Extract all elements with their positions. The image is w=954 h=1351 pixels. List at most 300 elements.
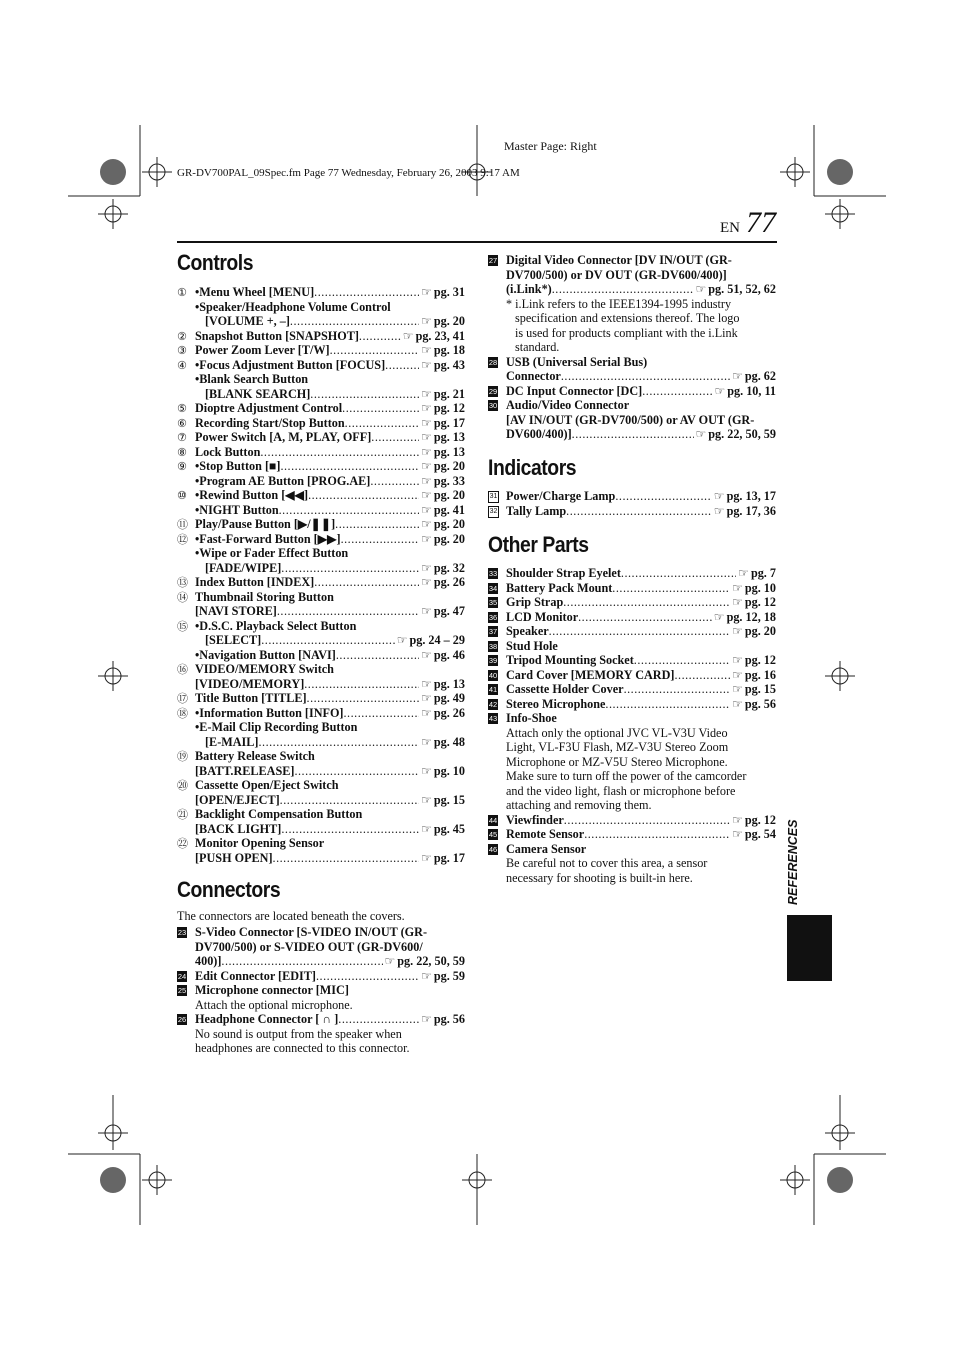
page-reference [419,735,465,750]
page-ref-text: pg. 41 [433,502,465,517]
page-ref-text: pg. 23, 41 [415,328,465,343]
page-ref-text: pg. 26 [433,705,465,720]
page-ref-text: pg. 46 [433,647,465,662]
page-ref-text: pg. 33 [433,473,465,488]
pointing-hand-icon: ☞ [421,575,432,589]
item-number: 26 [177,1015,187,1024]
page-reference [419,822,465,837]
page-ref-text: pg. 17, 36 [726,503,776,518]
item-label: •D.S.C. Playback Select Button [195,618,357,633]
list-item [177,836,465,851]
list-item [488,842,776,857]
item-number: 34 [488,583,498,593]
page-reference [419,343,465,358]
list-item [177,343,465,358]
leader-dots [564,813,730,828]
page-ref-text: pg. 15 [433,792,465,807]
page-ref-text: pg. 7 [750,566,776,580]
page-ref-text: pg. 56 [433,1012,465,1026]
list-item [488,384,776,399]
page-reference [730,369,776,384]
item-label: Info-Shoe [506,711,557,725]
file-info-label: GR-DV700PAL_09Spec.fm Page 77 Wednesday, February 26, 2003 9:17 AM [177,167,520,179]
list-item [177,793,465,808]
list-item [488,697,776,712]
list-item [488,827,776,842]
pointing-hand-icon: ☞ [732,580,743,595]
list-item [488,871,776,886]
connectors-list [177,925,465,1056]
item-number: 29 [488,386,498,396]
list-item [488,413,776,428]
list-item [488,610,776,625]
page-ref-text: pg. 49 [433,691,465,705]
list-item [177,416,465,431]
item-number: ⑫ [177,532,188,546]
page-reference [419,488,465,503]
item-label: [FADE/WIPE] [205,560,282,575]
item-number: 35 [488,598,498,607]
list-item [177,459,465,474]
page-ref-text: pg. 31 [433,285,465,299]
pointing-hand-icon: ☞ [421,705,432,720]
list-item [177,969,465,984]
list-item [488,566,776,581]
item-number: 44 [488,815,498,825]
pointing-hand-icon: ☞ [421,473,432,488]
page-reference [419,503,465,518]
pointing-hand-icon: ☞ [714,383,726,398]
list-item [488,639,776,654]
page-reference [419,387,465,402]
pointing-hand-icon: ☞ [732,682,743,696]
pointing-hand-icon: ☞ [421,343,432,357]
leader-dots [281,561,419,576]
item-label: [BACK LIGHT] [195,821,282,836]
item-number: 38 [488,641,498,651]
page-reference [419,648,465,663]
page-ref-text: pg. 20 [433,459,465,473]
pointing-hand-icon: ☞ [384,954,396,968]
item-note: Make sure to turn off the power of the camcorder [506,769,747,783]
list-item [177,546,465,561]
item-label: •Information Button [INFO] [195,705,344,720]
leader-dots [294,764,419,779]
page-reference [730,624,776,639]
item-label: DV700/500) or S-VIDEO OUT (GR-DV600/ [195,939,423,954]
list-item [177,648,465,663]
leader-dots [612,581,730,596]
page-reference [730,813,776,828]
page-ref-text: pg. 26 [433,575,465,589]
leader-dots [371,430,419,445]
item-label: Digital Video Connector [DV IN/OUT (GR- [506,253,732,267]
list-item [488,726,776,741]
item-label: VIDEO/MEMORY Switch [195,662,334,676]
leader-dots [261,633,394,648]
page-ref-text: pg. 54 [744,827,776,841]
item-label: [E-MAIL] [205,734,259,749]
connectors-list-continued [488,253,776,442]
list-item [177,764,465,779]
item-label: [VIDEO/MEMORY] [195,676,305,691]
item-label: Viewfinder [506,812,564,827]
list-item [488,297,776,312]
page-ref-text: pg. 22, 50, 59 [708,427,776,441]
item-number: 31 [488,491,499,503]
item-number: 37 [488,627,498,636]
list-item [177,633,465,648]
item-label: Index Button [INDEX] [195,575,315,589]
item-note: Light, VL-F3U Flash, MZ-V3U Stereo Zoom [506,740,729,754]
list-item [488,253,776,268]
item-number: ⑨ [177,460,187,473]
page-reference [730,682,776,697]
page-reference [694,282,776,297]
pointing-hand-icon: ☞ [732,595,743,609]
item-note: Attach the optional microphone. [195,997,353,1012]
item-number: ⑤ [177,402,187,415]
page-reference [419,401,465,416]
item-label: USB (Universal Serial Bus) [506,354,648,369]
item-label: [VOLUME +, –] [205,314,290,328]
item-number: ⑬ [177,576,188,589]
item-number: 23 [177,928,187,937]
leader-dots [642,384,712,399]
item-label: Power Zoom Lever [T/W] [195,343,330,357]
page-reference [419,575,465,590]
item-label: [BATT.RELEASE] [195,763,295,778]
item-number: ① [177,286,187,299]
leader-dots [549,624,730,639]
page-ref-text: pg. 32 [433,560,465,575]
page-reference [730,581,776,596]
page-reference [419,445,465,460]
page-reference [694,427,776,442]
pointing-hand-icon: ☞ [402,328,414,343]
list-item [488,668,776,683]
list-item [488,769,776,784]
list-item [177,983,465,998]
pointing-hand-icon: ☞ [713,609,725,624]
item-label: Dioptre Adjustment Control [195,401,343,415]
leader-dots [280,459,419,474]
leader-dots [273,851,420,866]
page-ref-text: pg. 10 [744,580,776,595]
item-number: ⑳ [177,779,188,792]
item-label: [OPEN/EJECT] [195,792,280,807]
item-number: ⑲ [177,750,188,763]
page-reference [712,489,776,504]
page-reference [419,459,465,474]
page-reference [395,633,465,648]
list-item [177,1041,465,1056]
item-label: DV600/400)] [506,427,572,441]
item-number: 36 [488,612,498,622]
item-note: and the video light, flash or microphone before [506,783,736,798]
item-number: ㉒ [177,837,188,850]
list-item [177,387,465,402]
list-item [488,326,776,341]
item-note: specification and extensions thereof. The logo [515,311,740,325]
list-item [177,285,465,300]
page-reference [419,517,465,532]
page-ref-text: pg. 22, 50, 59 [397,954,465,968]
list-item [488,268,776,283]
list-item [488,813,776,828]
item-label: •Program AE Button [PROG.AE] [195,473,371,488]
list-item [488,784,776,799]
page-reference [383,954,465,969]
page-reference [419,532,465,547]
leader-dots [342,401,419,416]
list-item [177,430,465,445]
page-reference [419,851,465,866]
pointing-hand-icon: ☞ [421,357,432,372]
list-item [177,604,465,619]
item-number: ⑪ [177,518,188,531]
item-label: S-Video Connector [S-VIDEO IN/OUT (GR- [195,925,428,939]
page-reference [419,793,465,808]
page-ref-text: pg. 24 – 29 [409,633,465,647]
item-number: ⑭ [177,590,188,604]
item-note: No sound is output from the speaker when [195,1026,402,1041]
item-label: Thumbnail Storing Button [195,589,334,604]
page-ref-text: pg. 16 [744,667,776,682]
list-item [488,755,776,770]
leader-dots [561,369,730,384]
indicators-list [488,489,776,518]
pointing-hand-icon: ☞ [421,604,432,618]
list-item [177,735,465,750]
list-item [177,998,465,1013]
list-item [488,711,776,726]
page-ref-text: pg. 20 [433,314,465,328]
pointing-hand-icon: ☞ [421,792,432,807]
item-number: 27 [488,256,498,265]
item-note: Microphone or MZ-V5U Stereo Microphone. [506,754,728,769]
controls-heading: Controls [177,250,254,275]
list-item [488,624,776,639]
item-label: [BLANK SEARCH] [205,386,311,401]
item-label: Connector [506,369,561,383]
leader-dots [344,706,420,721]
item-number: 46 [488,844,498,854]
page-reference [419,969,465,984]
pointing-hand-icon: ☞ [732,827,743,841]
list-item [488,489,776,504]
page-reference [730,827,776,842]
item-label: DV700/500) or DV OUT (GR-DV600/400)] [506,267,727,282]
connectors-intro: The connectors are located beneath the covers. [177,909,405,923]
list-item [177,662,465,677]
page-number: 77 [746,206,776,239]
item-number: 41 [488,685,498,694]
leader-dots [314,575,419,590]
page-ref-text: pg. 21 [433,386,465,401]
page-ref-text: pg. 48 [433,734,465,749]
pointing-hand-icon: ☞ [421,517,432,531]
list-item [177,358,465,373]
leader-dots [634,653,730,668]
leader-dots [316,969,419,984]
item-label: Camera Sensor [506,841,587,856]
page-ref-text: pg. 13 [433,444,465,459]
pointing-hand-icon: ☞ [732,696,743,711]
leader-dots [566,504,712,519]
other-parts-list [488,566,776,885]
pointing-hand-icon: ☞ [695,427,707,441]
pointing-hand-icon: ☞ [732,369,743,383]
item-label: Card Cover [MEMORY CARD] [506,667,675,682]
item-label: Power/Charge Lamp [506,489,616,503]
item-label: 400)] [195,954,222,968]
list-item [488,740,776,755]
page-ref-text: pg. 17 [433,415,465,430]
leader-dots [345,416,419,431]
item-label: Title Button [TITLE] [195,691,307,705]
item-number: ⑰ [177,692,188,705]
list-item [177,329,465,344]
list-item [177,300,465,315]
item-label: Stereo Microphone [506,696,606,711]
item-note: Be careful not to cover this area, a sensor [506,856,708,870]
page-ref-text: pg. 12 [744,812,776,827]
page-ref-text: pg. 56 [744,696,776,711]
item-label: [NAVI STORE] [195,604,277,618]
page-ref-text: pg. 45 [433,821,465,836]
page-reference [419,677,465,692]
item-label: DC Input Connector [DC] [506,383,643,398]
pointing-hand-icon: ☞ [732,812,743,827]
list-item [177,807,465,822]
page-reference [419,285,465,300]
page-reference [730,697,776,712]
page-reference [736,566,776,581]
leader-dots [578,610,712,625]
item-note: is used for products compliant with the i.Link [515,325,738,340]
page-ref-text: pg. 17 [433,850,465,865]
item-label: •Blank Search Button [195,372,309,386]
list-item [177,474,465,489]
item-label: •Focus Adjustment Button [FOCUS] [195,357,386,372]
leader-dots [279,503,419,518]
item-label: Monitor Opening Sensor [195,836,325,850]
leader-dots [330,343,419,358]
master-page-label: Master Page: Right [504,139,597,153]
pointing-hand-icon: ☞ [421,502,432,517]
pointing-hand-icon: ☞ [713,503,725,518]
leader-dots [281,822,419,837]
page-reference [712,504,776,519]
item-label: •NIGHT Button [195,502,279,517]
page-reference [419,358,465,373]
page-ref-text: pg. 43 [433,357,465,372]
language-label: EN [720,220,740,236]
leader-dots [221,954,382,969]
item-label: Power Switch [A, M, PLAY, OFF] [195,430,372,444]
pointing-hand-icon: ☞ [421,1012,432,1026]
pointing-hand-icon: ☞ [421,386,432,401]
pointing-hand-icon: ☞ [421,459,432,473]
indicators-heading: Indicators [488,455,577,480]
item-label: Cassette Open/Eject Switch [195,778,339,792]
item-label: •Menu Wheel [MENU] [195,285,315,299]
item-label: Headphone Connector [ ∩ ] [195,1012,339,1026]
list-item [177,778,465,793]
item-note: headphones are connected to this connector. [195,1041,410,1055]
item-label: Recording Start/Stop Button [195,415,345,430]
pointing-hand-icon: ☞ [421,691,432,705]
item-label: •Stop Button [■] [195,459,281,473]
list-item [177,822,465,837]
list-item [488,653,776,668]
pointing-hand-icon: ☞ [421,531,432,546]
leader-dots [572,427,694,442]
list-item [488,798,776,813]
item-number: ⑧ [177,445,187,459]
page-reference [730,653,776,668]
list-item [177,503,465,518]
item-label: Microphone connector [MIC] [195,983,349,997]
page-reference [401,329,465,344]
page-reference [419,561,465,576]
list-item [177,749,465,764]
leader-dots [335,517,419,532]
list-item [177,851,465,866]
page-ref-text: pg. 62 [744,369,776,383]
other-parts-heading: Other Parts [488,532,589,557]
leader-dots [308,488,419,503]
pointing-hand-icon: ☞ [421,676,432,691]
page-ref-text: pg. 12 [433,401,465,415]
references-tab [787,915,832,981]
item-label: LCD Monitor [506,609,579,624]
leader-dots [341,532,420,547]
page-reference [712,384,776,399]
pointing-hand-icon: ☞ [421,444,432,459]
item-number: ⑩ [177,489,187,502]
pointing-hand-icon: ☞ [421,401,432,415]
pointing-hand-icon: ☞ [421,415,432,430]
page-ref-text: pg. 10 [433,763,465,778]
leader-dots [359,329,401,344]
references-tab-label: REFERENCES [786,819,800,905]
list-item [488,504,776,519]
item-number: 42 [488,699,498,709]
list-item [488,427,776,442]
list-item [177,561,465,576]
list-item [488,340,776,355]
list-item [177,954,465,969]
item-number: 39 [488,656,498,665]
item-note: Attach only the optional JVC VL-V3U Video [506,725,728,740]
page-reference [730,668,776,683]
item-label: Edit Connector [EDIT] [195,968,316,983]
item-label: Tripod Mounting Socket [506,653,634,667]
leader-dots [258,735,419,750]
page-ref-text: pg. 12 [744,653,776,667]
item-number: 25 [177,986,187,995]
item-note: necessary for shooting is built-in here. [506,870,693,885]
leader-dots [674,668,730,683]
item-number: 30 [488,401,498,410]
list-item [177,575,465,590]
list-item [177,314,465,329]
item-label: (i.Link*) [506,282,552,296]
leader-dots [370,474,419,489]
leader-dots [260,445,419,460]
